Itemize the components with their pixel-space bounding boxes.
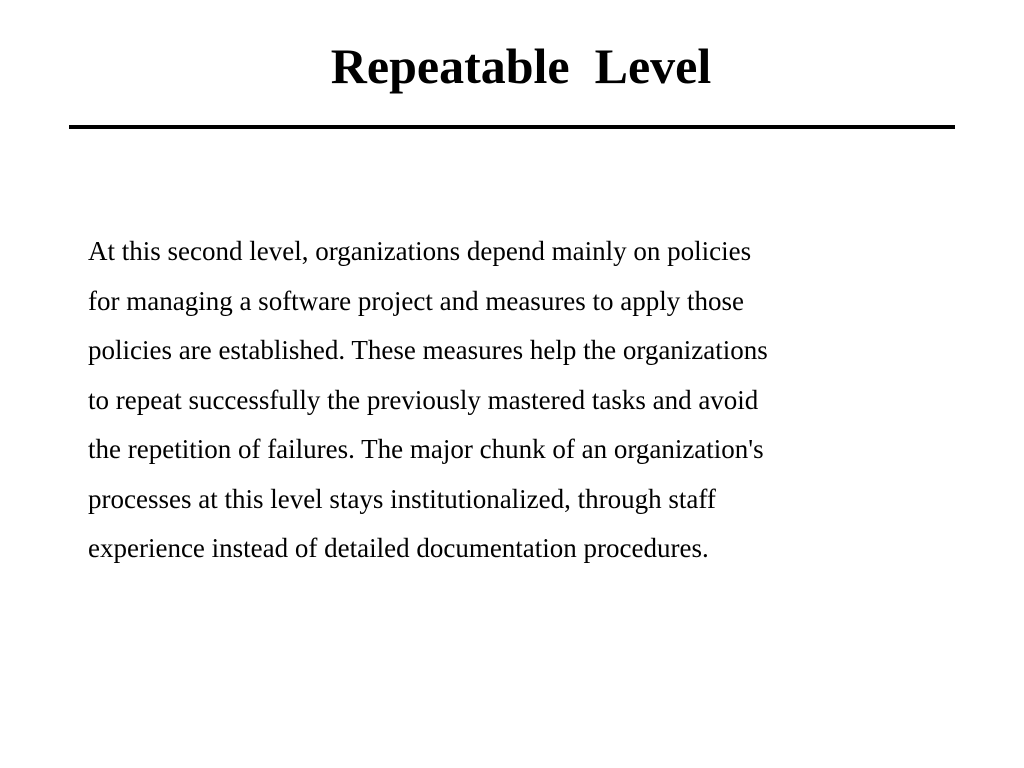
body-line: for managing a software project and measures to apply those [88, 285, 745, 316]
body-line: the repetition of failures. The major chunk of an organization's [88, 434, 764, 464]
body-line: processes at this level stays institutionalized, through staff [88, 483, 716, 514]
title-divider [69, 125, 955, 129]
slide-body-paragraph [88, 227, 968, 574]
body-line: At this second level, organizations depend mainly on policies [88, 236, 752, 266]
body-line: to repeat successfully the previously mastered tasks and avoid [88, 384, 759, 415]
body-line: experience instead of detailed documentation procedures. [88, 533, 709, 563]
slide-title: Repeatable Level [330, 38, 712, 94]
body-line: policies are established. These measures help the organizations [88, 335, 768, 365]
